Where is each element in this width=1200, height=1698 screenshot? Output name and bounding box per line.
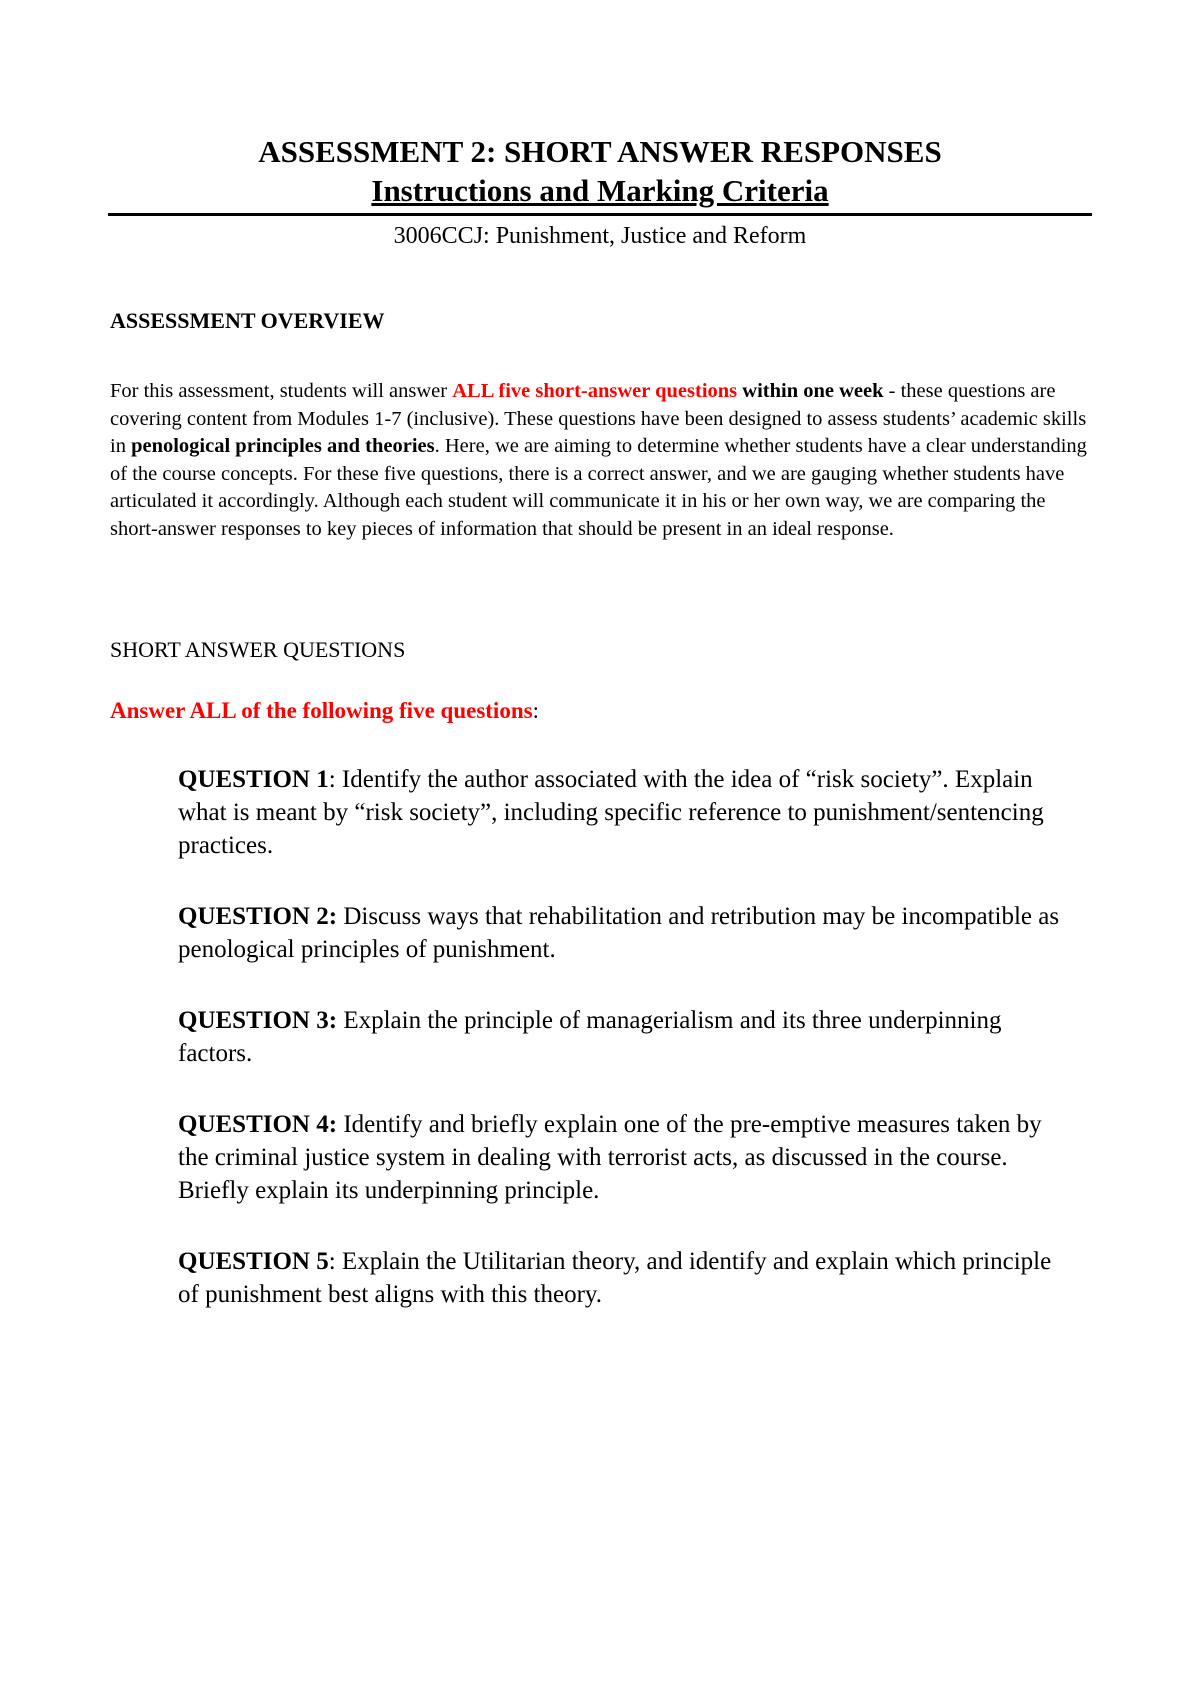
question-4	[178, 1108, 1068, 1207]
text-run: - these questions are covering content from Modules 1-7 (inclusive). These questions have been designed to assess students’ academic skills in	[110, 380, 1087, 457]
question-5	[178, 1245, 1068, 1311]
text-run: QUESTION 1	[178, 766, 329, 793]
text-run: QUESTION 5	[178, 1248, 329, 1275]
text-run: QUESTION 2:	[178, 903, 338, 930]
text-run: : Explain the Utilitarian theory, and identify and explain which principle of punishment best aligns with this theory.	[178, 1248, 1052, 1308]
text-run: ALL five short-answer questions	[452, 380, 738, 402]
title-line-2: Instructions and Marking Criteria	[371, 173, 829, 208]
text-run: within one week	[737, 380, 884, 402]
course-subtitle: 3006CCJ: Punishment, Justice and Reform	[393, 223, 807, 249]
question-1	[178, 763, 1068, 862]
text-run: QUESTION 4:	[178, 1111, 338, 1138]
document-content	[110, 221, 1090, 1311]
short-answer-questions-heading: SHORT ANSWER QUESTIONS	[110, 637, 406, 662]
assessment-overview-paragraph	[110, 378, 1095, 543]
answer-all-intro	[110, 697, 1090, 725]
text-run: QUESTION 3:	[178, 1007, 338, 1034]
text-run: . Here, we are aiming to determine whether students have a clear understanding of the course concepts. For these five questions, there is a correct answer, and we are gauging whether students have articulated it accordingly. Although each student will communicate it in his or her own way, we are comparing the short-answer responses to key pieces of information that should be present in an ideal response.	[110, 435, 1087, 540]
text-run: :	[532, 698, 539, 723]
text-run: : Identify the author associated with the idea of “risk society”. Explain what is meant by “risk society”, including specific reference to punishment/sentencing practices.	[178, 766, 1044, 859]
text-run: Discuss ways that rehabilitation and retribution may be incompatible as penological principles of punishment.	[178, 903, 1060, 963]
document-header	[108, 132, 1092, 216]
text-run: Explain the principle of managerialism and its three underpinning factors.	[178, 1007, 1002, 1067]
title-line-1: ASSESSMENT 2: SHORT ANSWER RESPONSES	[258, 134, 942, 169]
text-run: For this assessment, students will answer	[110, 380, 453, 402]
text-run: penological principles and theories	[131, 435, 435, 457]
text-run: Identify and briefly explain one of the pre-emptive measures taken by the criminal justice system in dealing with terrorist acts, as discussed in the course. Briefly explain its underpinning principle.	[178, 1111, 1042, 1204]
text-run: Answer ALL of the following five questions	[110, 698, 533, 723]
assessment-overview-heading: ASSESSMENT OVERVIEW	[110, 308, 385, 333]
question-2	[178, 900, 1068, 966]
question-3	[178, 1004, 1068, 1070]
